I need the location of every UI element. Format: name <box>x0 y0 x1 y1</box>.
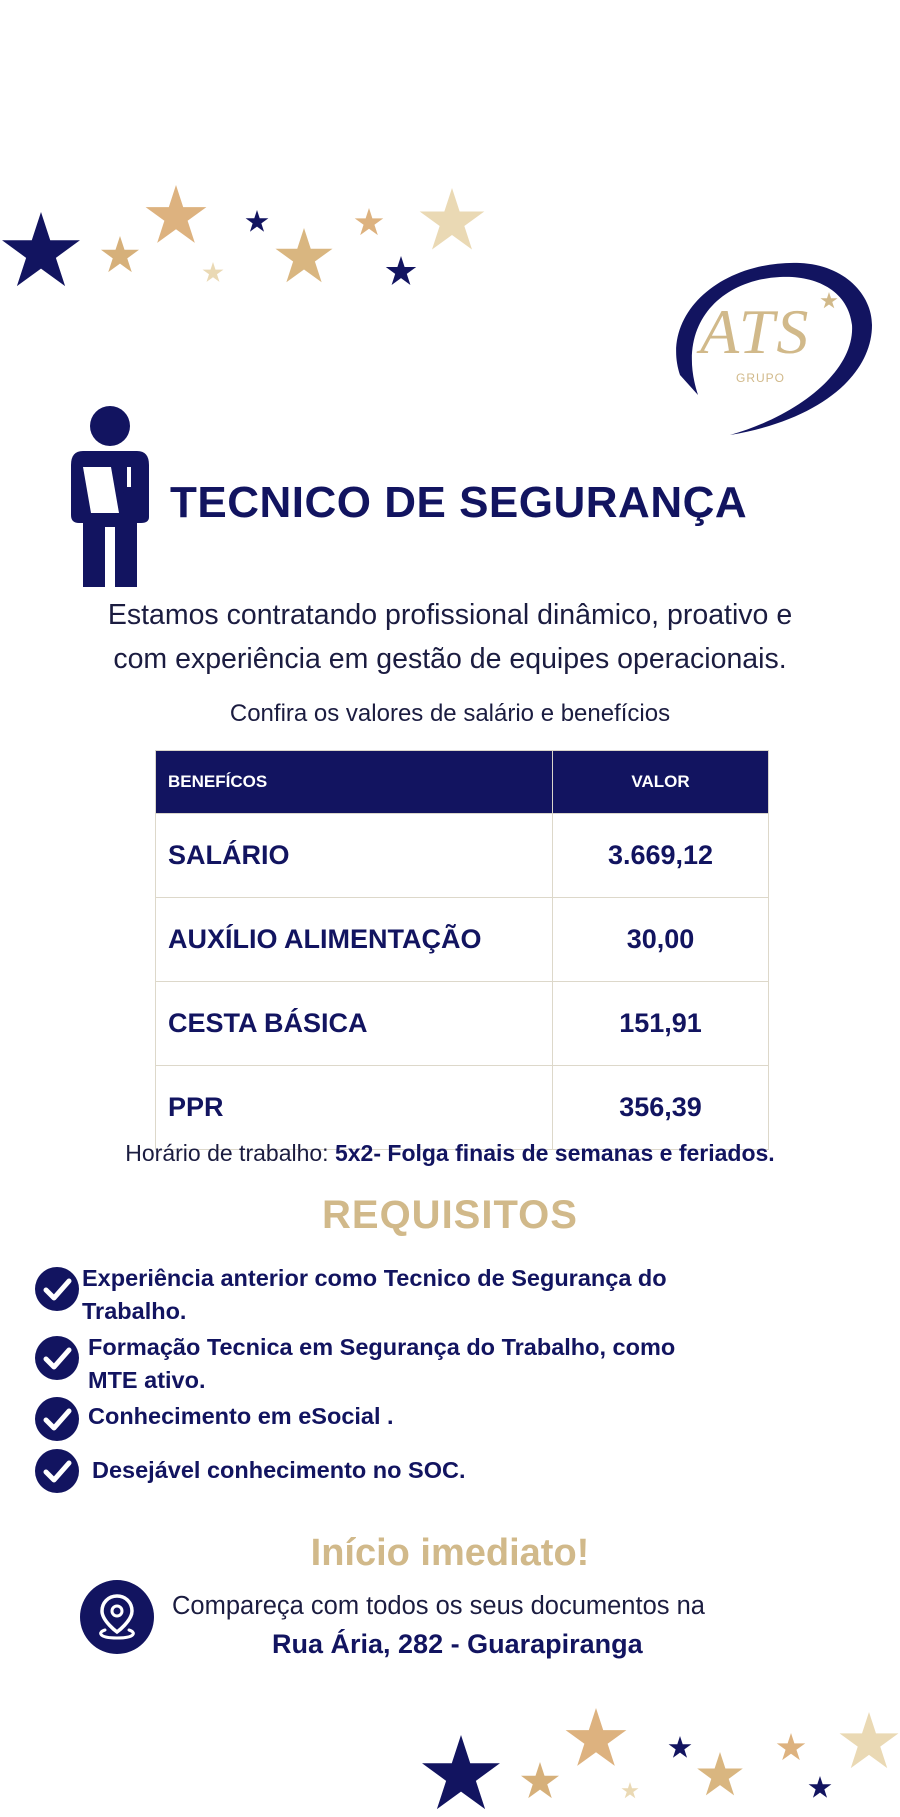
benefit-label: CESTA BÁSICA <box>156 982 553 1066</box>
table-header-value: VALOR <box>553 751 769 814</box>
benefit-value: 356,39 <box>553 1066 769 1150</box>
star-icon <box>274 228 334 288</box>
requirement-text <box>88 1331 828 1397</box>
location-pin-icon <box>80 1580 154 1654</box>
requirement-line: Desejável conhecimento no SOC. <box>92 1457 466 1483</box>
work-hours-value: 5x2- Folga finais de semanas e feriados. <box>334 1140 775 1166</box>
star-icon <box>696 1752 744 1800</box>
intro-line: com experiência em gestão de equipes operacionais. <box>113 643 787 675</box>
requirement-line: Conhecimento em eSocial . <box>88 1403 394 1429</box>
work-hours <box>0 1140 900 1167</box>
star-icon <box>100 236 140 276</box>
star-icon <box>418 188 486 256</box>
requirement-text <box>92 1454 832 1487</box>
intro-text <box>20 593 880 681</box>
benefit-value: 3.669,12 <box>553 814 769 898</box>
benefit-label: AUXÍLIO ALIMENTAÇÃO <box>156 898 553 982</box>
table-row <box>156 898 769 982</box>
benefits-table <box>155 750 769 1150</box>
table-header-benefits: BENEFÍCOS <box>156 751 553 814</box>
logo-subtext: GRUPO <box>736 371 786 385</box>
check-circle-icon <box>34 1396 80 1442</box>
star-icon <box>385 256 417 288</box>
table-header-row <box>156 751 769 814</box>
address-street: Rua Ária, 282 - Guarapiranga <box>272 1629 643 1659</box>
check-circle-icon <box>34 1335 80 1381</box>
page-title: TECNICO DE SEGURANÇA <box>170 478 748 527</box>
table-row <box>156 1066 769 1150</box>
star-icon <box>838 1712 900 1774</box>
benefits-subtitle: Confira os valores de salário e benefícios <box>229 700 671 727</box>
worker-clipboard-icon <box>65 405 155 590</box>
requirement-text <box>82 1262 822 1328</box>
logo-text: ATS <box>700 296 811 367</box>
star-icon <box>0 212 82 294</box>
start-heading: Início imediato! <box>310 1532 590 1574</box>
requirement-line: Experiência anterior como Tecnico de Segurança do <box>82 1265 667 1291</box>
requirement-line: Formação Tecnica em Segurança do Trabalho, como <box>88 1334 676 1360</box>
star-icon <box>354 208 384 238</box>
address-instruction: Compareça com todos os seus documentos na <box>172 1592 705 1620</box>
star-icon <box>245 210 269 234</box>
requirement-line: MTE ativo. <box>88 1367 206 1393</box>
benefit-value: 151,91 <box>553 982 769 1066</box>
check-circle-icon <box>34 1266 80 1312</box>
benefit-value: 30,00 <box>553 898 769 982</box>
star-icon <box>144 185 208 249</box>
benefit-label: SALÁRIO <box>156 814 553 898</box>
star-icon <box>202 262 224 284</box>
requirement-text <box>88 1400 828 1433</box>
requirement-line: Trabalho. <box>82 1298 187 1324</box>
intro-line: Estamos contratando profissional dinâmico, proativo e <box>107 599 793 631</box>
star-icon <box>776 1733 806 1763</box>
star-icon <box>420 1735 502 1817</box>
benefit-label: PPR <box>156 1066 553 1150</box>
table-row <box>156 814 769 898</box>
table-row <box>156 982 769 1066</box>
star-icon <box>668 1736 692 1760</box>
star-icon <box>520 1762 560 1802</box>
requirements-title: REQUISITOS <box>322 1193 578 1237</box>
work-hours-label: Horário de trabalho: <box>125 1140 335 1166</box>
star-icon <box>808 1776 832 1800</box>
star-icon <box>620 1782 640 1800</box>
star-icon <box>564 1708 628 1772</box>
star-icon <box>820 292 838 310</box>
check-circle-icon <box>34 1448 80 1494</box>
